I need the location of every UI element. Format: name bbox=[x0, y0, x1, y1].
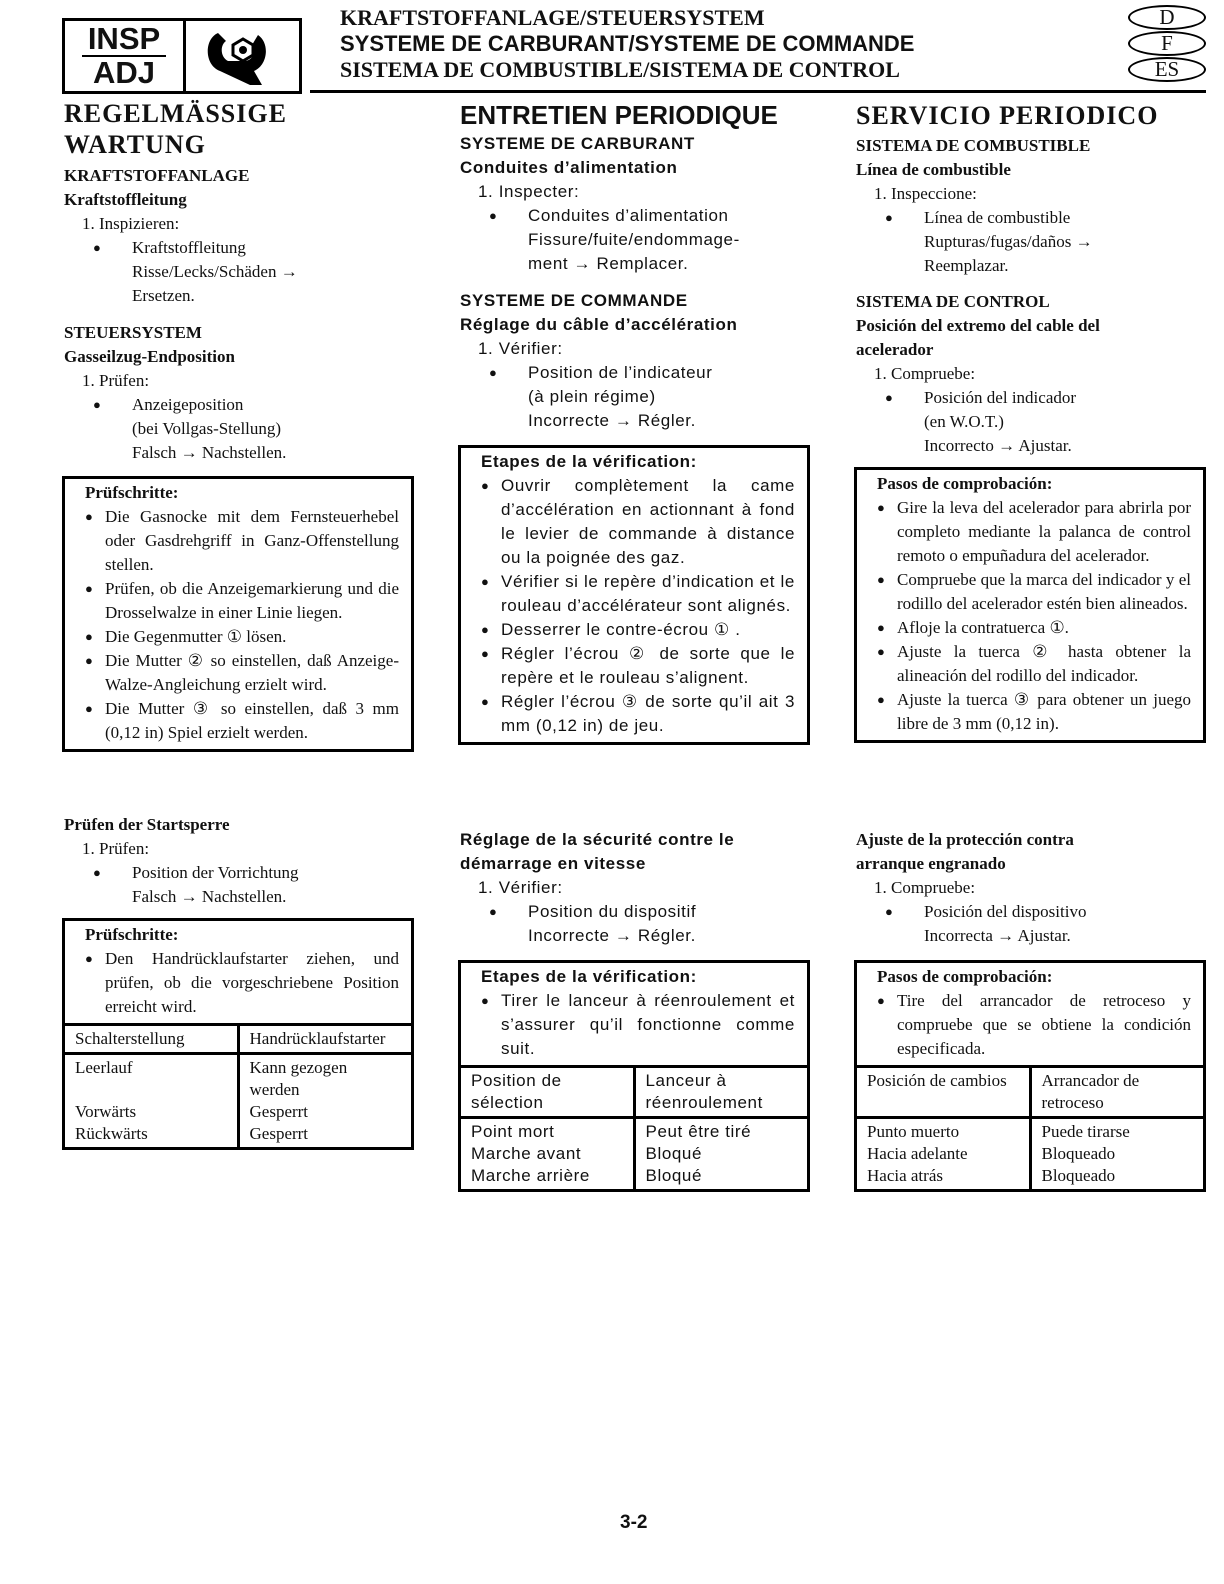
es-box2-col2-0: Puede tirarse bbox=[1041, 1122, 1130, 1141]
wrench-nut-icon bbox=[186, 21, 299, 91]
logo-insp: INSP bbox=[82, 23, 166, 57]
fr-s3_sub-0: Réglage de la sécurité contre le bbox=[460, 830, 735, 849]
es-s3_sub-1: arranque engranado bbox=[856, 854, 1006, 873]
fuel-section bbox=[64, 164, 416, 308]
es-s3_bullet-0: ● Posición del dispositivo bbox=[904, 900, 1208, 924]
de-s3_sub: Prüfen der Startsperre bbox=[64, 815, 230, 834]
page-number: 3-2 bbox=[620, 1512, 648, 1533]
start-lock-section bbox=[856, 828, 1208, 948]
header-divider bbox=[310, 90, 1206, 93]
fr-box2-col2-1: Bloqué bbox=[645, 1144, 703, 1163]
de-s3_bullet-1: Falsch → Nachstellen. bbox=[132, 887, 287, 906]
de-s2_step: 1. Prüfen: bbox=[82, 371, 150, 390]
es-box1-items-0: ● Gire la leva del acelerador para abrirla por completo mediante la palanca de control remoto o empuñadura del acelerador. bbox=[877, 496, 1191, 568]
fr-box1-items-4: ● Régler l’écrou ③ de sorte qu’il ait 3 mm (0,12 in) de jeu. bbox=[481, 690, 795, 738]
fr-s2_head: SYSTEME DE COMMANDE bbox=[460, 291, 688, 310]
header-title-es: SISTEMA DE COMBUSTIBLE/SISTEMA DE CONTROL bbox=[340, 57, 900, 82]
fr-s2_bullet-2: Incorrecte → Régler. bbox=[528, 411, 696, 430]
gear-table bbox=[461, 1065, 807, 1189]
de-box2-col1-2: Vorwärts bbox=[75, 1102, 137, 1121]
fr-s1_bullet-1: Fissure/fuite/endommage- bbox=[528, 230, 740, 249]
gear-table bbox=[857, 1065, 1203, 1189]
start-lock-section bbox=[460, 828, 812, 948]
check-steps-box-2 bbox=[854, 960, 1206, 1192]
es-box2-col1-1: Hacia adelante bbox=[867, 1144, 968, 1163]
de-title-0: REGELMÄSSIGE bbox=[64, 99, 287, 128]
es-box2-col2-1: Bloqueado bbox=[1041, 1144, 1116, 1163]
fr-box1-title: Etapes de la vérification: bbox=[481, 452, 697, 471]
es-box2-col1-0: Punto muerto bbox=[867, 1122, 960, 1141]
fr-s2_bullet-0: ● Position de l’indicateur bbox=[508, 361, 812, 385]
de-box2-col1-3: Rückwärts bbox=[75, 1124, 148, 1143]
es-box1-items-3: ● Ajuste la tuerca ② hasta obtener la alineación del rodillo del indicador. bbox=[877, 640, 1191, 688]
fr-box2-col1-1: Marche avant bbox=[471, 1144, 582, 1163]
fr-s1_head: SYSTEME DE CARBURANT bbox=[460, 134, 695, 153]
es-s2_head: SISTEMA DE CONTROL bbox=[856, 292, 1050, 311]
de-s2_bullet-0: ● Anzeigeposition bbox=[112, 393, 416, 417]
fr-s3_bullet-1: Incorrecte → Régler. bbox=[528, 926, 696, 945]
de-box2-col1-1 bbox=[75, 1079, 227, 1101]
es-box1-items-1: ● Compruebe que la marca del indicador y el rodillo del acelerador estén bien alineados. bbox=[877, 568, 1191, 616]
de-box2-col1-0: Leerlauf bbox=[75, 1058, 133, 1077]
de-s1_step: 1. Inspizieren: bbox=[82, 214, 180, 233]
check-steps-box bbox=[458, 445, 810, 745]
es-s3_bullet-1: Incorrecta → Ajustar. bbox=[924, 926, 1071, 945]
es-s2_bullet-2: Incorrecto → Ajustar. bbox=[924, 436, 1072, 455]
es-s2_sub-0: Posición del extremo del cable del bbox=[856, 316, 1100, 335]
fr-s1_step: 1. Inspecter: bbox=[478, 182, 580, 201]
es-s2_bullet-0: ● Posición del indicador bbox=[904, 386, 1208, 410]
fr-box2-col2-0: Peut être tiré bbox=[645, 1122, 752, 1141]
de-s1_bullet-2: Ersetzen. bbox=[132, 286, 195, 305]
control-section bbox=[64, 321, 416, 465]
de-box2-items-0: ● Den Handrücklaufstarter ziehen, und prüfen, ob die vorgeschriebene Position erreicht wird. bbox=[85, 947, 399, 1019]
fr-box1-items-2: ● Desserrer le contre-écrou ① . bbox=[481, 618, 795, 642]
de-s1_sub: Kraftstoffleitung bbox=[64, 190, 187, 209]
language-badge-d: D bbox=[1128, 5, 1206, 30]
fr-box2-col1-0: Point mort bbox=[471, 1122, 555, 1141]
check-steps-box bbox=[62, 476, 414, 752]
de-s2_sub: Gasseilzug-Endposition bbox=[64, 347, 235, 366]
fuel-section bbox=[460, 132, 812, 276]
section-title: ENTRETIEN PERIODIQUE bbox=[460, 100, 778, 130]
de-box2-title: Prüfschritte: bbox=[85, 925, 179, 944]
de-box1-items-3: ● Die Mutter ② so einstellen, daß Anzeige-Walze-Angleichung erzielt wird. bbox=[85, 649, 399, 697]
start-lock-section bbox=[64, 813, 416, 909]
de-box2-headers-0: Schalterstellung bbox=[65, 1025, 238, 1054]
de-s2_bullet-2: Falsch → Nachstellen. bbox=[132, 443, 287, 462]
header-titles bbox=[340, 5, 914, 83]
de-box1-items-0: ● Die Gasnocke mit dem Fernsteuerhebel oder Gasdrehgriff in Ganz-Offenstellung stellen. bbox=[85, 505, 399, 577]
es-s1_bullet-0: ● Línea de combustible bbox=[904, 206, 1208, 230]
es-box1-title: Pasos de comprobación: bbox=[877, 474, 1053, 493]
es-s1_head: SISTEMA DE COMBUSTIBLE bbox=[856, 136, 1091, 155]
es-box2-headers-1: Arrancador de retroceso bbox=[1030, 1067, 1203, 1118]
gear-table bbox=[65, 1023, 411, 1147]
de-s1_bullet-1: Risse/Lecks/Schäden → bbox=[132, 262, 298, 281]
de-s2_bullet-1: (bei Vollgas-Stellung) bbox=[132, 419, 282, 438]
es-box2-col2-2: Bloqueado bbox=[1041, 1166, 1116, 1185]
es-s1_bullet-1: Rupturas/fugas/daños → bbox=[924, 232, 1093, 251]
de-box2-headers-1: Handrücklaufstarter bbox=[238, 1025, 411, 1054]
de-s1_bullet-0: ● Kraftstoffleitung bbox=[112, 236, 416, 260]
es-box2-title: Pasos de comprobación: bbox=[877, 967, 1053, 986]
logo-adj: ADJ bbox=[92, 55, 155, 90]
control-section bbox=[460, 289, 812, 433]
es-s3_step: 1. Compruebe: bbox=[874, 878, 976, 897]
header-title-fr: SYSTEME DE CARBURANT/SYSTEME DE COMMANDE bbox=[340, 31, 915, 56]
fuel-section bbox=[856, 134, 1208, 278]
fr-box1-items-3: ● Régler l’écrou ② de sorte que le repère et le rouleau s’alignent. bbox=[481, 642, 795, 690]
de-box2-col2-1: werden bbox=[249, 1080, 300, 1099]
fr-box2-items-0: ● Tirer le lanceur à réenroulement et s’assurer qu’il fonctionne comme suit. bbox=[481, 989, 795, 1061]
fr-s2_sub: Réglage du câble d’accélération bbox=[460, 315, 738, 334]
language-badge-es: ES bbox=[1128, 57, 1206, 82]
es-s1_sub: Línea de combustible bbox=[856, 160, 1011, 179]
insp-adj-logo bbox=[62, 18, 302, 94]
section-title bbox=[64, 98, 416, 160]
header-title-de: KRAFTSTOFFANLAGE/STEUERSYSTEM bbox=[340, 5, 765, 30]
de-s3_step: 1. Prüfen: bbox=[82, 839, 150, 858]
fr-s2_bullet-1: (à plein régime) bbox=[528, 387, 656, 406]
es-s2_sub-1: acelerador bbox=[856, 340, 934, 359]
fr-s1_bullet-2: ment → Remplacer. bbox=[528, 254, 689, 273]
de-title-1: WARTUNG bbox=[64, 130, 206, 159]
de-box2-col2-2: Gesperrt bbox=[249, 1102, 309, 1121]
es-s1_bullet-2: Reemplazar. bbox=[924, 256, 1009, 275]
de-s2_head: STEUERSYSTEM bbox=[64, 323, 202, 342]
es-s2_bullet-1: (en W.O.T.) bbox=[924, 412, 1004, 431]
fr-s3_bullet-0: ● Position du dispositif bbox=[508, 900, 812, 924]
check-steps-box-2 bbox=[458, 960, 810, 1192]
de-box1-items-1: ● Prüfen, ob die Anzeigemarkierung und die Drosselwalze in einer Linie liegen. bbox=[85, 577, 399, 625]
es-s1_step: 1. Inspeccione: bbox=[874, 184, 977, 203]
fr-box2-col2-2: Bloqué bbox=[645, 1166, 703, 1185]
es-box1-items-4: ● Ajuste la tuerca ③ para obtener un juego libre de 3 mm (0,12 in). bbox=[877, 688, 1191, 736]
fr-box2-headers-0: Position de sélection bbox=[461, 1067, 634, 1118]
de-box1-items-2: ● Die Gegenmutter ① lösen. bbox=[85, 625, 399, 649]
de-box2-col2-0: Kann gezogen bbox=[249, 1058, 348, 1077]
language-badge-f: F bbox=[1128, 31, 1206, 56]
de-box2-col2-3: Gesperrt bbox=[249, 1124, 309, 1143]
check-steps-box bbox=[854, 467, 1206, 743]
de-s3_bullet-0: ● Position der Vorrichtung bbox=[112, 861, 416, 885]
de-box1-title: Prüfschritte: bbox=[85, 483, 179, 502]
check-steps-box-2 bbox=[62, 918, 414, 1150]
es-box2-headers-0: Posición de cambios bbox=[857, 1067, 1030, 1118]
section-title: SERVICIO PERIODICO bbox=[856, 101, 1159, 130]
fr-box2-title: Etapes de la vérification: bbox=[481, 967, 697, 986]
fr-s3_sub-1: démarrage en vitesse bbox=[460, 854, 646, 873]
fr-box1-items-1: ● Vérifier si le repère d’indication et le rouleau d’accélérateur sont alignés. bbox=[481, 570, 795, 618]
de-box1-items-4: ● Die Mutter ③ so einstellen, daß 3 mm (0,12 in) Spiel erzielt werden. bbox=[85, 697, 399, 745]
es-box2-col1-2: Hacia atrás bbox=[867, 1166, 943, 1185]
fr-box1-items-0: ● Ouvrir complètement la came d’accélération en actionnant à fond le levier de commande à distance ou la poignée des gaz. bbox=[481, 474, 795, 570]
fr-box2-headers-1: Lanceur à réenroulement bbox=[634, 1067, 807, 1118]
es-s2_step: 1. Compruebe: bbox=[874, 364, 976, 383]
de-s1_head: KRAFTSTOFFANLAGE bbox=[64, 166, 250, 185]
fr-s1_bullet-0: ● Conduites d’alimentation bbox=[508, 204, 812, 228]
control-section bbox=[856, 290, 1208, 458]
es-box1-items-2: ● Afloje la contratuerca ①. bbox=[877, 616, 1191, 640]
es-box2-items-0: ● Tire del arrancador de retroceso y compruebe que se obtiene la condición especificada. bbox=[877, 989, 1191, 1061]
es-s3_sub-0: Ajuste de la protección contra bbox=[856, 830, 1074, 849]
fr-box2-col1-2: Marche arrière bbox=[471, 1166, 590, 1185]
fr-s1_sub: Conduites d’alimentation bbox=[460, 158, 678, 177]
fr-s2_step: 1. Vérifier: bbox=[478, 339, 563, 358]
fr-s3_step: 1. Vérifier: bbox=[478, 878, 563, 897]
